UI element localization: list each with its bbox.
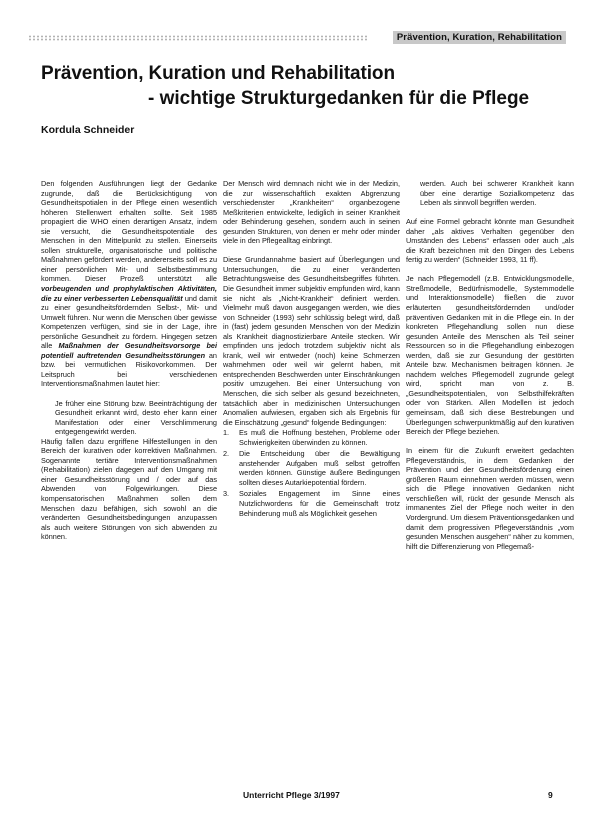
header-dot-pattern — [28, 35, 368, 41]
paragraph: Auf eine Formel gebracht könnte man Gesundheit daher „als aktives Verhalten gegenüber den Umständen des Lebens“ erfassen oder auch „als die Kraft bezeichnen mit den Dingen des Lebens fertig zu werden“ (Schneider 1993, 11 ff). — [406, 217, 574, 265]
paragraph: Diese Grundannahme basiert auf Überlegungen und Untersuchungen, die zu einer veränderten Betrachtungsweise des Gesundheitsbegriffes führten. Die Gesundheit immer subjektiv empfunden wird, kann sie nicht als „Nicht-Krankheit“ definiert werden. Vielmehr muß davon ausgegangen werden, wie dies von Schneider (1993) sehr schlüssig belegt wird, daß in (fast) jedem gesunden Menschen von der Medizin als Krankheit diagnostizierbare Anteile stecken. Wir empfinden uns jedoch trotzdem subjektiv nicht als krank, weil wir entweder (noch) keine Schmerzen wahrnehmen oder weil wir gelernt haben, mit entsprechenden Beschwerden unter Einschränkungen positiv umzugehen. Bei einer Untersuchung von Menschen, die sich selber als gesund bezeichneten, tatsächlich aber in medizinischen Untersuchungen Anomalien aufwiesen, ergaben sich als Ergebnis für die Einschätzung „gesund“ folgende Bedingungen: — [223, 255, 400, 427]
paragraph: Je nach Pflegemodell (z.B. Entwicklungsmodelle, Streßmodelle, Bedürfnismodelle, Systemmodelle und Interaktionsmodelle) fließen die zuvor erläuterten gesundheitsfördernden und/oder präventiven Gedanken mit in die Pflege ein. In der konkreten Pflegehandlung sollen nun diese gesunden Anteile des Menschen als Teil seiner Ressourcen so in die Pflegehandlung einbezogen werden, daß sie zur Gesundung der gestörten Anteile bzw. Mechanismen beitragen können. Je nachdem welches Pflegemodell zugrunde gelegt wird, spricht man von z. B. „Gesundheitspotentialen, von Selbsthilfekräften oder von Stärken. Allen Modellen ist jedoch gemeinsam, daß sich diese Bestrebungen und Überlegungen schwerpunktmäßig auf den kurativen Bereich der Pflege beziehen. — [406, 274, 574, 437]
paragraph: werden. Auch bei schwerer Krankheit kann über eine derartige Sozialkompetenz das Leben als sinnvoll begriffen werden. — [420, 179, 574, 208]
indented-quote: Je früher eine Störung bzw. Beeinträchtigung der Gesundheit erkannt wird, desto eher kann einer Manifestation oder einer Verschlimmerung entgegengewirkt werden. — [55, 398, 217, 437]
conditions-list — [223, 428, 400, 518]
text-column-2 — [223, 179, 400, 520]
list-item: 2. Die Entscheidung über die Bewältigung anstehender Aufgaben muß selbst getroffen werden können. Günstige äußere Bedingungen sollten dieses Autarkiepotential fördern. — [223, 449, 400, 487]
running-header — [28, 33, 566, 43]
author-name: Kordula Schneider — [41, 124, 135, 136]
article-title-line-1: Prävention, Kuration und Rehabilitation — [41, 63, 395, 84]
paragraph: Den folgenden Ausführungen liegt der Gedanke zugrunde, daß die Berücksichtigung von Gesundheitspotialen in der Pflege einen wesentlich höheren Stellenwert erhalten sollte. Seit 1985 propagiert die WHO einen derartigen Ansatz, indem sie versucht, die Gesundheitspotentiale des Menschen in den Mittelpunkt zu stellen. Einerseits sollen strukturelle, organisatorische und politische Maßnahmen gefördert werden, andererseits soll es zu einer persönlichen Mit- und Selbstbestimmung kommen. Dieser Prozeß unterstützt alle vorbeugenden und prophylaktischen Aktivitäten, die zu einer verbesserten Lebensqualität und damit zu einer gesundheitsfördernden Selbst-, Mit- und Umwelt führen. Nur wenn die Menschen über gewisse Kompetenzen verfügen, sind sie in der Lage, ihre persönliche Gesundheit zu fördern. Hingegen setzen alle Maßnahmen der Gesundheitsvorsorge bei potentiell auftretenden Gesundheitsstörungen an bzw. bei vermutlichen Risikovorkommen. Der Leitspruch bei verschiedenen Interventionsmaßnahmen lautet hier: — [41, 179, 217, 389]
article-title-line-2: - wichtige Strukturgedanken für die Pflege — [148, 88, 530, 109]
text-column-3 — [406, 179, 574, 551]
section-label: Prävention, Kuration, Rehabilitation — [393, 31, 566, 44]
list-item: 1. Es muß die Hoffnung bestehen, Probleme oder Schwierigkeiten überwinden zu können. — [223, 428, 400, 447]
emphasis: Maßnahmen der Gesundheitsvorsorge bei potentiell auftretenden Gesundheitsstörungen — [41, 341, 217, 360]
emphasis: vorbeugenden und prophylaktischen Aktivitäten, die zu einer verbesserten Lebensqualität — [41, 284, 217, 303]
paragraph: Häufig fallen dazu ergriffene Hilfestellungen in den Bereich der kurativen oder korrektiven Maßnahmen. Sogenannte tertiäre Interventionsmaßnahmen (Rehabilitation) zielen dagegen auf den Umgang mit einer Gesundheitsstörung und / oder auf das Abwenden von Folgewirkungen. Diese kompensatorischen Maßnahmen sollen dem Menschen dazu befähigen, sich sowohl an die veränderten Gesundheitsbedingungen anzupassen als auch weitere Störungen von sich abwenden zu können. — [41, 436, 217, 542]
page-number: 9 — [548, 790, 553, 800]
text-column-1 — [41, 179, 217, 542]
journal-footer: Unterricht Pflege 3/1997 — [243, 790, 340, 800]
paragraph: Der Mensch wird demnach nicht wie in der Medizin, die zur wissenschaftlich exakten Abgrenzung verschiedenster „Krankheiten“ organbezogene Meßkriterien entwickelte, lediglich in seiner Krankheit oder Behinderung gesehen, sondern auch in seinen gesunden Strukturen, von denen er mehr oder minder viele in den Pflegealltag einbringt. — [223, 179, 400, 246]
paragraph: In einem für die Zukunft erweitert gedachten Pflegeverständnis, in dem Gedanken der Prävention und der Gesundheitsförderung einen größeren Raum einnehmen werden müssen, wenn sich die Pflege innovativen Gedanken nicht verschließen will, rückt der gesunde Mensch als immanentes Ziel der Pflege noch weiter in den Vordergrund. Um diesem Präventionsgedanken und damit dem progressiven Pflegeverständnis „vom gesunden Menschen ausgehen“ näher zu kommen, hilft die Differenzierung von Pflegemaß- — [406, 446, 574, 551]
list-item: 3. Soziales Engagement im Sinne eines Nutzlichwordens für die Gemeinschaft trotz Behinderung muß als Möglichkeit gesehen — [223, 489, 400, 518]
